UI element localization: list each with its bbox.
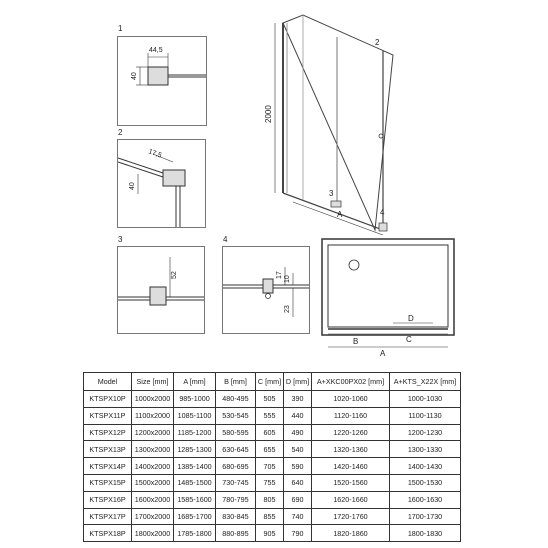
door-label-a: A [337, 210, 343, 219]
table-row [84, 441, 461, 458]
cell-a: 1285-1300 [174, 441, 216, 458]
cell-c: 755 [256, 474, 284, 491]
plan-label-d: D [408, 314, 414, 323]
cell-a: 1585-1600 [174, 491, 216, 508]
cell-a: 1685-1700 [174, 508, 216, 525]
spec-table [83, 372, 461, 542]
cell-c: 505 [256, 391, 284, 408]
cell-a: 1485-1500 [174, 474, 216, 491]
col-header-b: B [mm] [216, 373, 256, 391]
spec-table-header-row [84, 373, 461, 391]
cell-a-xkc: 1520-1560 [312, 474, 390, 491]
table-row [84, 474, 461, 491]
detail-1-width-dim: 44,5 [149, 47, 163, 54]
detail-4-dim-bottom: 23 [284, 305, 291, 313]
cell-a: 1185-1200 [174, 424, 216, 441]
cell-a: 1785-1800 [174, 525, 216, 542]
detail-1-number: 1 [118, 24, 123, 33]
cell-size: 1300x2000 [132, 441, 174, 458]
col-header-size: Size [mm] [132, 373, 174, 391]
door-elevation-drawing [255, 5, 405, 235]
table-row [84, 508, 461, 525]
detail-2-width-dim: 17,5 [147, 148, 163, 160]
cell-size: 1700x2000 [132, 508, 174, 525]
plan-label-c: C [406, 335, 412, 344]
cell-d: 490 [284, 424, 312, 441]
cell-c: 555 [256, 407, 284, 424]
cell-c: 605 [256, 424, 284, 441]
cell-c: 705 [256, 458, 284, 475]
cell-d: 390 [284, 391, 312, 408]
cell-b: 480-495 [216, 391, 256, 408]
cell-c: 905 [256, 525, 284, 542]
cell-c: 655 [256, 441, 284, 458]
cell-a-xkc: 1420-1460 [312, 458, 390, 475]
door-callout-2: 2 [375, 38, 380, 47]
cell-a-xkc: 1120-1160 [312, 407, 390, 424]
detail-4-panel [222, 246, 310, 334]
cell-c: 855 [256, 508, 284, 525]
cell-a-kts: 1400-1430 [390, 458, 461, 475]
table-row [84, 458, 461, 475]
plan-label-a: A [380, 349, 386, 358]
table-row [84, 525, 461, 542]
detail-2-height-dim: 40 [129, 182, 136, 190]
cell-model: KTSPX15P [84, 474, 132, 491]
cell-model: KTSPX16P [84, 491, 132, 508]
detail-4-drawing [223, 247, 309, 333]
cell-a-kts: 1300-1330 [390, 441, 461, 458]
cell-a-kts: 1600-1630 [390, 491, 461, 508]
col-header-a-kts: A+KTS_X22X [mm] [390, 373, 461, 391]
cell-b: 880-895 [216, 525, 256, 542]
door-callout-3: 3 [329, 189, 334, 198]
cell-d: 740 [284, 508, 312, 525]
cell-a-xkc: 1620-1660 [312, 491, 390, 508]
door-callout-4: 4 [380, 208, 385, 217]
col-header-c: C [mm] [256, 373, 284, 391]
plan-label-b: B [353, 337, 359, 346]
table-row [84, 391, 461, 408]
col-header-d: D [mm] [284, 373, 312, 391]
cell-size: 1600x2000 [132, 491, 174, 508]
cell-b: 780-795 [216, 491, 256, 508]
cell-model: KTSPX10P [84, 391, 132, 408]
cell-a-xkc: 1020-1060 [312, 391, 390, 408]
cell-a-kts: 1000-1030 [390, 391, 461, 408]
plan-view-drawing [318, 235, 458, 365]
cell-size: 1200x2000 [132, 424, 174, 441]
cell-a-kts: 1800-1830 [390, 525, 461, 542]
detail-1-panel [117, 36, 207, 126]
cell-model: KTSPX14P [84, 458, 132, 475]
cell-a-xkc: 1820-1860 [312, 525, 390, 542]
cell-b: 830-845 [216, 508, 256, 525]
cell-d: 540 [284, 441, 312, 458]
detail-1-drawing [118, 37, 206, 125]
detail-3-panel [117, 246, 205, 334]
cell-model: KTSPX13P [84, 441, 132, 458]
detail-3-number: 3 [118, 235, 123, 244]
detail-2-panel [117, 139, 206, 228]
cell-model: KTSPX11P [84, 407, 132, 424]
detail-4-dim-top2: 10 [284, 275, 291, 283]
detail-4-dim-top1: 17 [276, 271, 283, 279]
cell-d: 790 [284, 525, 312, 542]
detail-4-number: 4 [223, 235, 228, 244]
cell-a: 1385-1400 [174, 458, 216, 475]
cell-b: 530-545 [216, 407, 256, 424]
cell-model: KTSPX12P [84, 424, 132, 441]
table-row [84, 424, 461, 441]
table-row [84, 491, 461, 508]
cell-a-kts: 1500-1530 [390, 474, 461, 491]
detail-2-drawing [118, 140, 205, 227]
cell-b: 580-595 [216, 424, 256, 441]
cell-model: KTSPX17P [84, 508, 132, 525]
col-header-model: Model [84, 373, 132, 391]
col-header-a: A [mm] [174, 373, 216, 391]
detail-2-number: 2 [118, 128, 123, 137]
cell-a-xkc: 1720-1760 [312, 508, 390, 525]
cell-model: KTSPX18P [84, 525, 132, 542]
cell-a-kts: 1200-1230 [390, 424, 461, 441]
cell-a: 985-1000 [174, 391, 216, 408]
cell-size: 1000x2000 [132, 391, 174, 408]
detail-3-drawing [118, 247, 204, 333]
detail-3-height-dim: 52 [171, 271, 178, 279]
table-row [84, 407, 461, 424]
cell-a-xkc: 1220-1260 [312, 424, 390, 441]
cell-a-xkc: 1320-1360 [312, 441, 390, 458]
cell-a: 1085-1100 [174, 407, 216, 424]
cell-a-kts: 1700-1730 [390, 508, 461, 525]
cell-c: 805 [256, 491, 284, 508]
cell-b: 630-645 [216, 441, 256, 458]
cell-d: 640 [284, 474, 312, 491]
cell-a-kts: 1100-1130 [390, 407, 461, 424]
detail-1-height-dim: 40 [131, 72, 138, 80]
cell-size: 1500x2000 [132, 474, 174, 491]
cell-size: 1100x2000 [132, 407, 174, 424]
cell-d: 590 [284, 458, 312, 475]
cell-size: 1400x2000 [132, 458, 174, 475]
cell-d: 690 [284, 491, 312, 508]
col-header-a-xkc: A+XKC00PX02 [mm] [312, 373, 390, 391]
door-height-dim: 2000 [264, 105, 273, 123]
cell-size: 1800x2000 [132, 525, 174, 542]
cell-d: 440 [284, 407, 312, 424]
cell-b: 680-695 [216, 458, 256, 475]
cell-b: 730-745 [216, 474, 256, 491]
